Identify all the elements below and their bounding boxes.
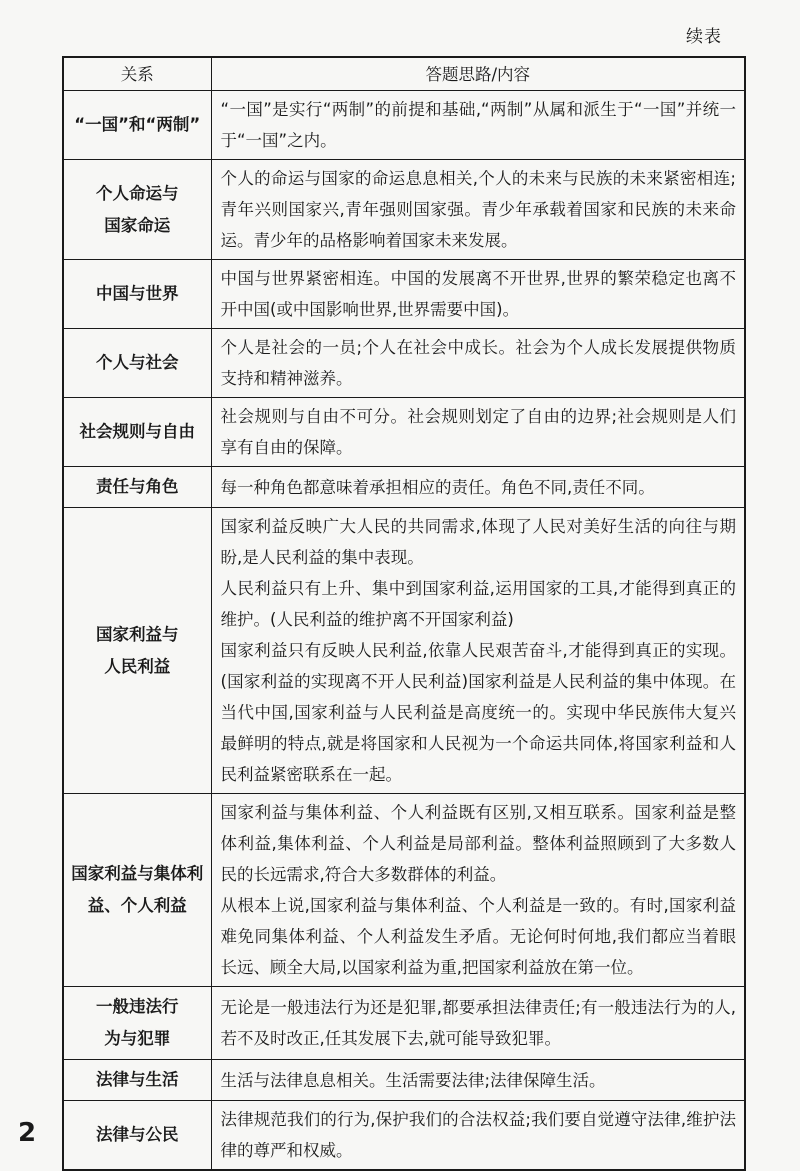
table-row — [63, 260, 745, 329]
row-topic: 个人与社会 — [63, 329, 211, 398]
row-content — [211, 329, 745, 398]
row-content — [211, 398, 745, 467]
row-content — [211, 794, 745, 987]
table-row — [63, 508, 745, 794]
row-topic: 一般违法行为与犯罪 — [63, 987, 211, 1060]
table-row — [63, 1060, 745, 1101]
content-paragraph: 生活与法律息息相关。生活需要法律;法律保障生活。 — [220, 1070, 606, 1090]
content-paragraph: 无论是一般违法行为还是犯罪,都要承担法律责任;有一般违法行为的人,若不及时改正,任其发展下去,就可能导致犯罪。 — [220, 998, 736, 1048]
row-topic: 法律与生活 — [63, 1060, 211, 1101]
table-row — [63, 1101, 745, 1171]
content-paragraph: 个人是社会的一员;个人在社会中成长。社会为个人成长发展提供物质支持和精神滋养。 — [220, 338, 736, 388]
row-content — [211, 467, 745, 508]
row-topic: 个人命运与国家命运 — [63, 160, 211, 260]
table-header-row — [63, 57, 745, 91]
column-header-content: 答题思路/内容 — [211, 57, 745, 91]
table-row — [63, 91, 745, 160]
content-paragraph: 人民利益只有上升、集中到国家利益,运用国家的工具,才能得到真正的维护。(人民利益的维护离不开国家利益) — [220, 579, 736, 629]
row-content — [211, 1101, 745, 1171]
content-paragraph: 国家利益只有反映人民利益,依靠人民艰苦奋斗,才能得到真正的实现。(国家利益的实现离不开人民利益)国家利益是人民利益的集中体现。在当代中国,国家利益与人民利益是高度统一的。实现中华民族伟大复兴最鲜明的特点,就是将国家和人民视为一个命运共同体,将国家利益和人民利益紧密联系在一起。 — [220, 641, 736, 784]
content-paragraph: 国家利益与集体利益、个人利益既有区别,又相互联系。国家利益是整体利益,集体利益、个人利益是局部利益。整体利益照顾到了大多数人民的长远需求,符合大多数群体的利益。 — [220, 803, 736, 884]
content-paragraph: 法律规范我们的行为,保护我们的合法权益;我们要自觉遵守法律,维护法律的尊严和权威。 — [220, 1110, 736, 1160]
page-number: 2 — [18, 1118, 37, 1148]
continued-label: 续表 — [686, 27, 722, 47]
table-row — [63, 329, 745, 398]
row-content — [211, 1060, 745, 1101]
content-paragraph: 个人的命运与国家的命运息息相关,个人的未来与民族的未来紧密相连;青年兴则国家兴,青年强则国家强。青少年承载着国家和民族的未来命运。青少年的品格影响着国家未来发展。 — [220, 169, 736, 250]
relations-table — [62, 56, 746, 1171]
row-content — [211, 260, 745, 329]
content-paragraph: 每一种角色都意味着承担相应的责任。角色不同,责任不同。 — [220, 477, 655, 497]
column-header-relation: 关系 — [63, 57, 211, 91]
row-topic: 责任与角色 — [63, 467, 211, 508]
content-paragraph: 中国与世界紧密相连。中国的发展离不开世界,世界的繁荣稳定也离不开中国(或中国影响世界,世界需要中国)。 — [220, 269, 736, 319]
table-row — [63, 398, 745, 467]
row-content — [211, 508, 745, 794]
table-row — [63, 794, 745, 987]
row-topic: 社会规则与自由 — [63, 398, 211, 467]
row-topic: 中国与世界 — [63, 260, 211, 329]
table-row — [63, 467, 745, 508]
table-row — [63, 160, 745, 260]
row-topic: 法律与公民 — [63, 1101, 211, 1171]
row-topic: “一国”和“两制” — [63, 91, 211, 160]
row-content — [211, 160, 745, 260]
table-row — [63, 987, 745, 1060]
content-paragraph: 从根本上说,国家利益与集体利益、个人利益是一致的。有时,国家利益难免同集体利益、个人利益发生矛盾。无论何时何地,我们都应当着眼长远、顾全大局,以国家利益为重,把国家利益放在第一位。 — [220, 896, 736, 977]
content-paragraph: 国家利益反映广大人民的共同需求,体现了人民对美好生活的向往与期盼,是人民利益的集中表现。 — [220, 517, 736, 567]
row-topic: 国家利益与人民利益 — [63, 508, 211, 794]
content-paragraph: “一国”是实行“两制”的前提和基础,“两制”从属和派生于“一国”并统一于“一国”之内。 — [220, 100, 736, 150]
content-paragraph: 社会规则与自由不可分。社会规则划定了自由的边界;社会规则是人们享有自由的保障。 — [220, 407, 736, 457]
row-content — [211, 987, 745, 1060]
row-content — [211, 91, 745, 160]
row-topic: 国家利益与集体利益、个人利益 — [63, 794, 211, 987]
